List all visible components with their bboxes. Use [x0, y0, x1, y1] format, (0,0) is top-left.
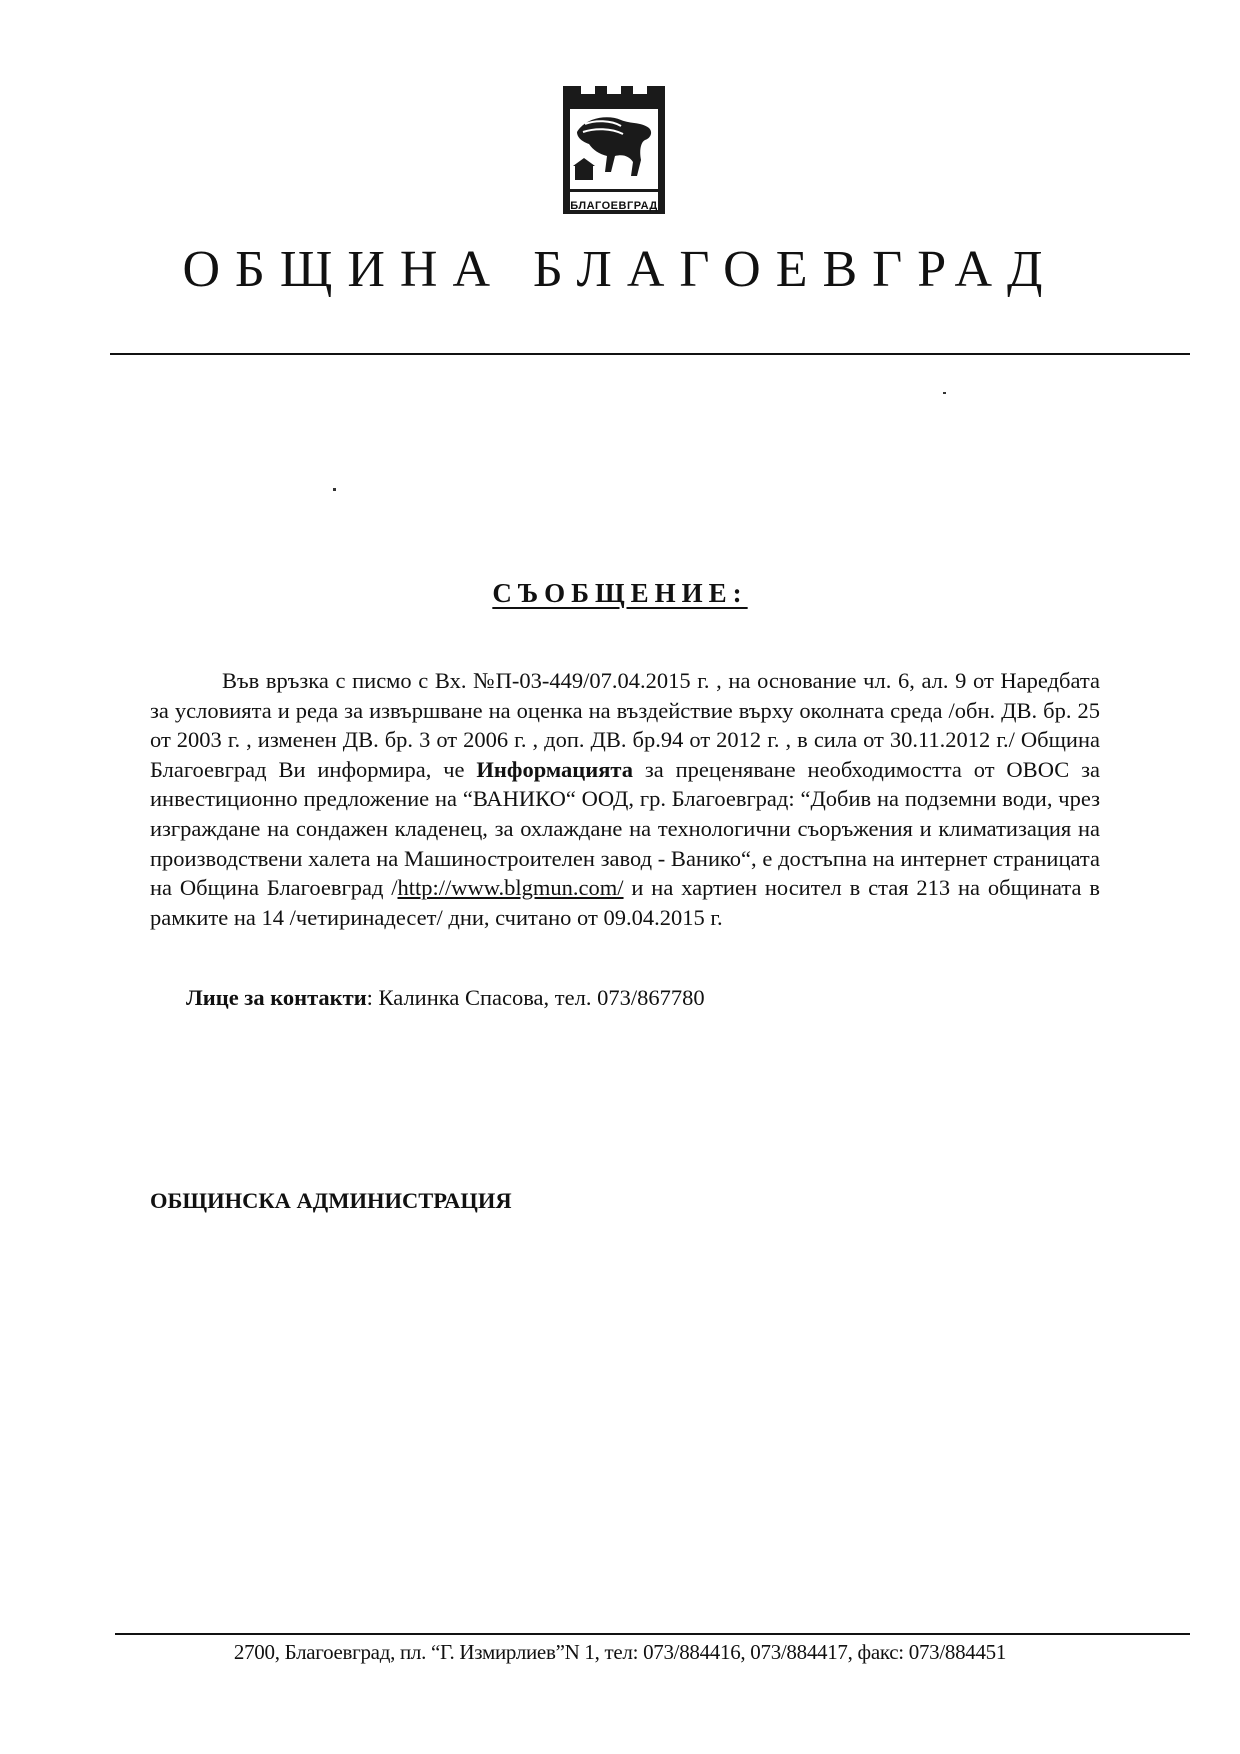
header-divider — [110, 353, 1190, 355]
letterhead-title: ОБЩИНА БЛАГОЕВГРАД — [182, 241, 1058, 298]
crest-emblem-icon — [555, 80, 673, 220]
crest-caption: БЛАГОЕВГРАД — [570, 200, 658, 212]
municipality-crest — [555, 80, 673, 220]
signature-block: ОБЩИНСКА АДМИНИСТРАЦИЯ — [150, 1188, 512, 1213]
footer-address: 2700, Благоевград, пл. “Г. Измирлиев”N 1, тел: 073/884416, 073/884417, факс: 073/884451 — [233, 1640, 1007, 1664]
notice-body-part1: Във връзка с писмо с Вх. №П-03-449/07.04.2015 г. , на основание чл. 6, ал. 9 от Наредбата за условията и реда за извършване на оценка на въздействие върху околната среда /обн. ДВ. бр. 25 от 2003 г. , изменен ДВ. бр. 3 от 2006 г. , доп. ДВ. бр.94 от 2012 г. , в сила от 30.11.2012 г./ Община Благоевград Ви информира, че — [150, 668, 1100, 782]
footer-divider — [115, 1633, 1190, 1635]
contact-line — [186, 985, 705, 1011]
website-link[interactable]: http://www.blgmun.com/ — [397, 875, 624, 901]
scan-speck — [943, 392, 946, 394]
contact-value: : Калинка Спасова, тел. 073/867780 — [366, 985, 705, 1010]
scan-speck — [333, 488, 336, 491]
notice-body-part2: за преценяване необходимостта от ОВОС за инвестиционно предложение на “ВАНИКО“ ООД, гр. Благоевград: “Добив на подземни води, чрез изграждане на сондажен кладенец, за охлаждане на технологични съоръжения и климатизация на производствени халета на Машиностроителен завод - Ванико“, е достъпна на интернет страницата на Община Благоевград / — [150, 756, 1100, 901]
contact-label: Лице за контакти — [186, 985, 367, 1010]
notice-body-bold: Информацията — [476, 756, 633, 782]
notice-heading: СЪОБЩЕНИЕ: — [492, 578, 748, 608]
notice-body — [150, 666, 1100, 932]
notice-body-part3: и на хартиен носител в стая 213 на общината в рамките на 14 /четиринадесет/ дни, считано от 09.04.2015 г. — [150, 875, 1100, 930]
